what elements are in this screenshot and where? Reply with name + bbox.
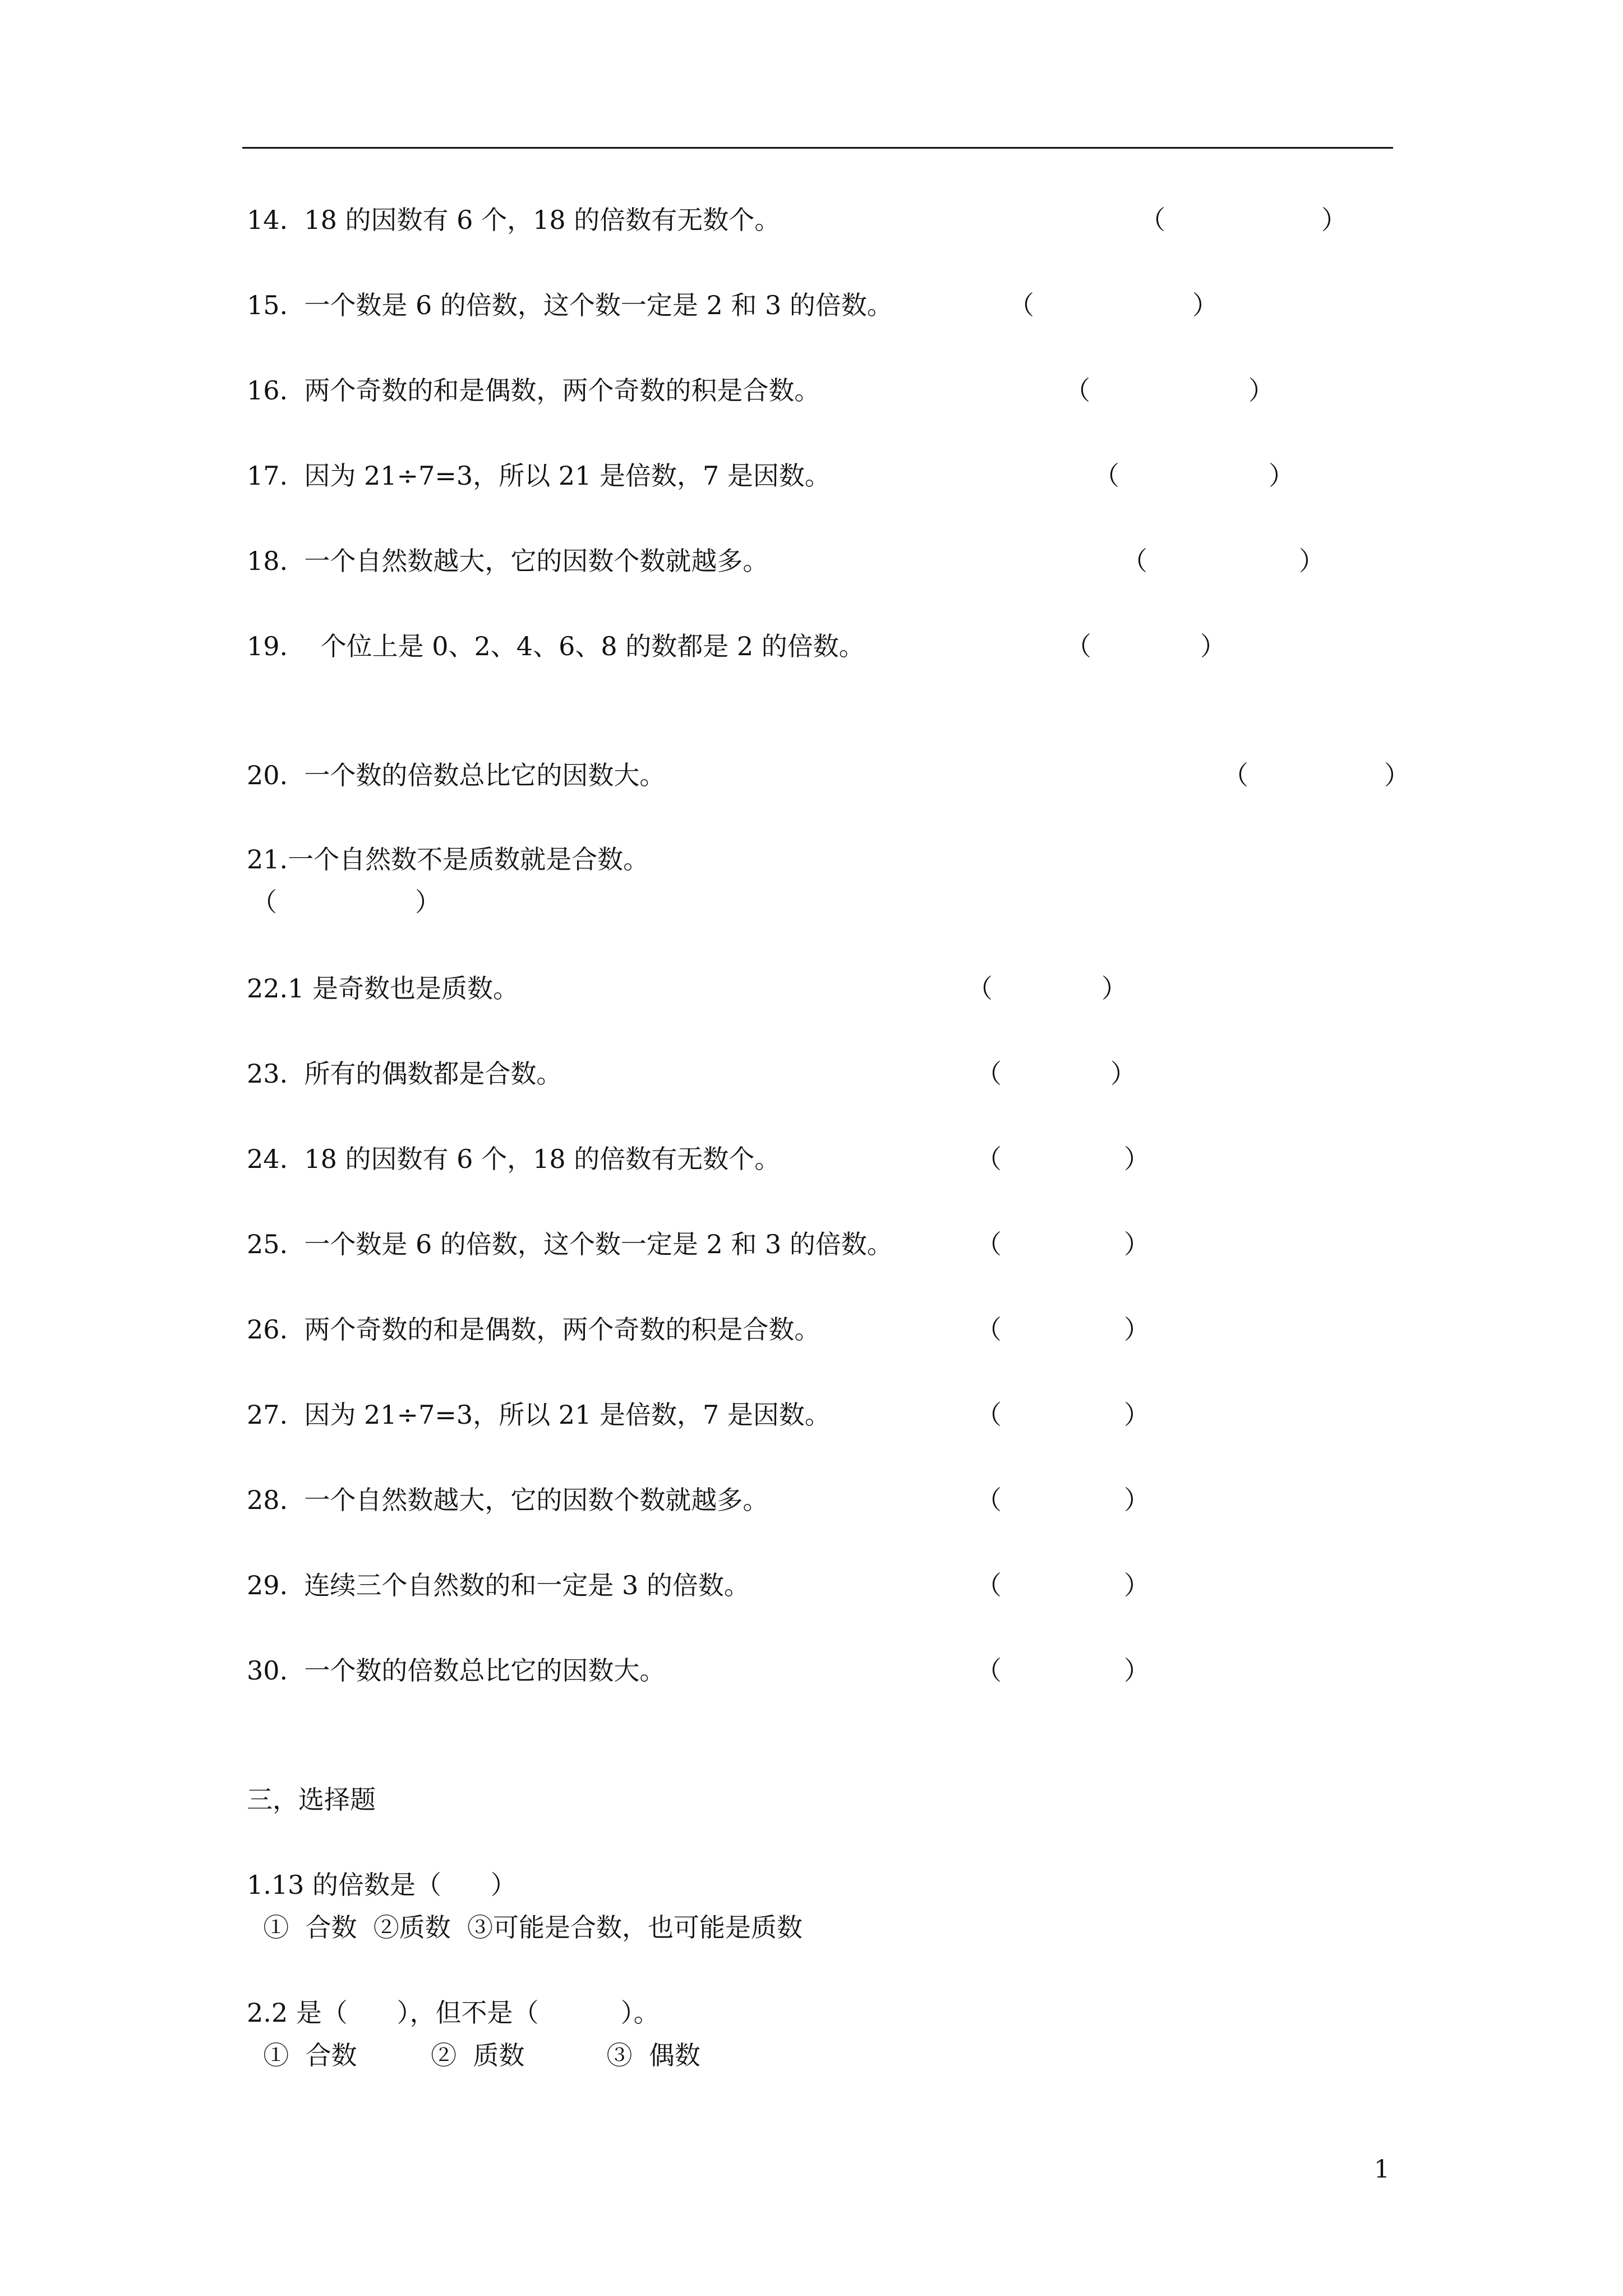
question-29-answer-open: （ [976,1570,1002,1600]
question-21-answer-open: （ [251,887,277,917]
question-14-text: 14. 18 的因数有 6 个，18 的倍数有无数个。 [247,205,781,235]
question-16-text: 16. 两个奇数的和是偶数，两个奇数的积是合数。 [247,375,820,406]
question-22-answer-close: ） [1101,973,1127,1004]
question-22-text: 22.1 是奇数也是质数。 [247,973,519,1004]
choice-question-1-stem: 1.13 的倍数是（ ） [247,1870,517,1900]
choice-question-1-options: ① 合数 ②质数 ③可能是合数，也可能是质数 [247,1912,803,1943]
question-15-answer-open: （ [1008,290,1034,320]
question-17-text: 17. 因为 21÷7=3，所以 21 是倍数，7 是因数。 [247,461,831,491]
question-23-answer-close: ） [1110,1059,1136,1089]
question-30-answer-close: ） [1124,1655,1150,1686]
choice-question-2-options: ① 合数 ② 质数 ③ 偶数 [247,2040,700,2070]
question-16-answer-open: （ [1064,375,1090,406]
question-29-answer-close: ） [1124,1570,1150,1600]
question-30-text: 30. 一个数的倍数总比它的因数大。 [247,1655,666,1686]
question-28-answer-close: ） [1124,1485,1150,1515]
question-19-answer-open: （ [1066,631,1091,661]
question-24-answer-open: （ [976,1144,1002,1174]
question-27-answer-close: ） [1124,1400,1150,1430]
question-18-answer-close: ） [1299,546,1325,576]
header-rule [242,147,1393,149]
question-26-text: 26. 两个奇数的和是偶数，两个奇数的积是合数。 [247,1314,820,1345]
question-25-text: 25. 一个数是 6 的倍数，这个数一定是 2 和 3 的倍数。 [247,1229,893,1259]
question-18-answer-open: （ [1122,546,1147,576]
question-22-answer-open: （ [967,973,993,1004]
question-23-text: 23. 所有的偶数都是合数。 [247,1059,562,1089]
question-28-answer-open: （ [976,1485,1002,1515]
question-26-answer-open: （ [976,1314,1002,1345]
question-20-answer-open: （ [1223,760,1248,790]
question-15-answer-close: ） [1192,290,1218,320]
question-14-answer-open: （ [1140,205,1165,235]
question-17-answer-close: ） [1269,461,1294,491]
question-27-answer-open: （ [976,1400,1002,1430]
question-16-answer-close: ） [1248,375,1274,406]
page-number: 1 [1374,2155,1390,2184]
question-25-answer-close: ） [1124,1229,1150,1259]
section-3-title: 三，选择题 [247,1784,376,1815]
choice-question-2-stem: 2.2 是（ ），但不是（ ）。 [247,1998,660,2028]
question-23-answer-open: （ [976,1059,1002,1089]
question-25-answer-open: （ [976,1229,1002,1259]
question-15-text: 15. 一个数是 6 的倍数，这个数一定是 2 和 3 的倍数。 [247,290,893,320]
question-24-answer-close: ） [1124,1144,1150,1174]
question-29-text: 29. 连续三个自然数的和一定是 3 的倍数。 [247,1570,750,1600]
question-18-text: 18. 一个自然数越大，它的因数个数就越多。 [247,546,769,576]
question-19-text: 19. 个位上是 0、2、4、6、8 的数都是 2 的倍数。 [247,631,865,661]
question-20-answer-close: ） [1384,760,1410,790]
question-14-answer-close: ） [1321,205,1347,235]
question-17-answer-open: （ [1094,461,1119,491]
question-30-answer-open: （ [976,1655,1002,1686]
question-21-text: 21.一个自然数不是质数就是合数。 [247,844,649,875]
question-26-answer-close: ） [1124,1314,1150,1345]
question-28-text: 28. 一个自然数越大，它的因数个数就越多。 [247,1485,769,1515]
question-24-text: 24. 18 的因数有 6 个，18 的倍数有无数个。 [247,1144,781,1174]
question-27-text: 27. 因为 21÷7=3，所以 21 是倍数，7 是因数。 [247,1400,831,1430]
question-19-answer-close: ） [1200,631,1226,661]
question-20-text: 20. 一个数的倍数总比它的因数大。 [247,760,666,790]
question-21-answer-close: ） [415,887,441,917]
